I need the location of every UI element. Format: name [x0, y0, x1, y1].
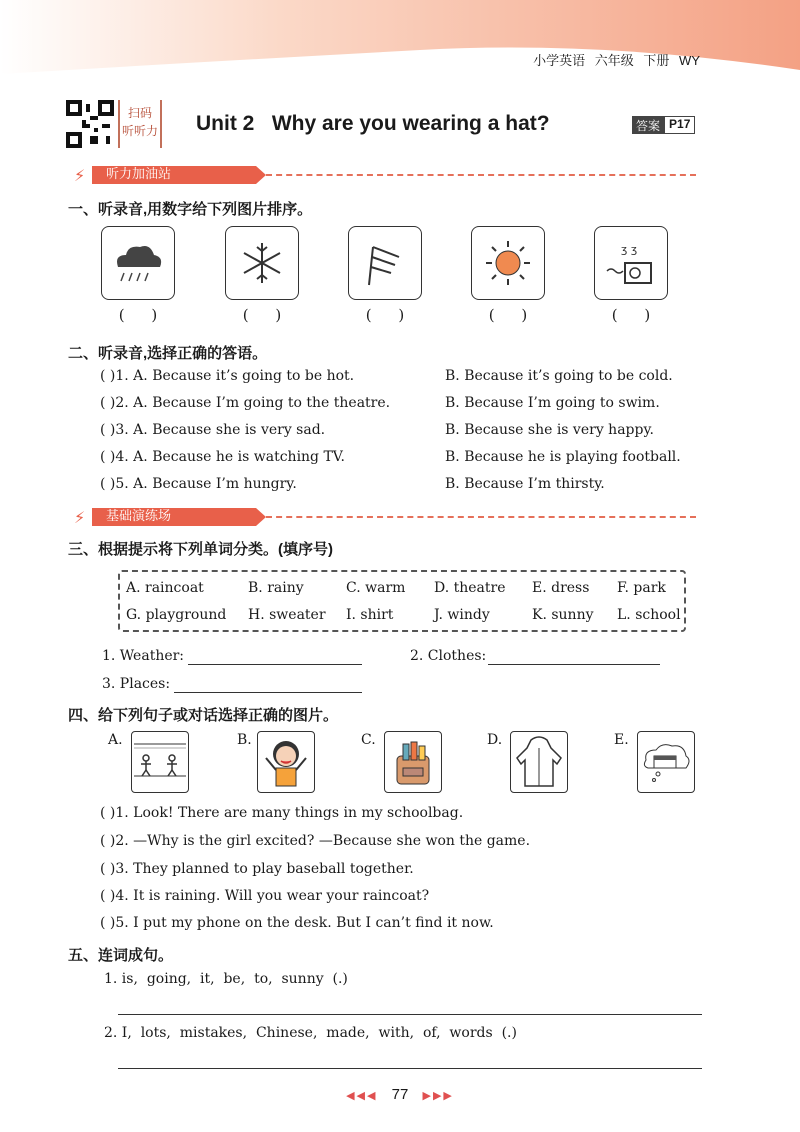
picture-4 [471, 226, 545, 300]
option-b: B. Because I’m going to swim. [445, 395, 660, 411]
answer-blank[interactable]: ( ) [365, 306, 405, 324]
picture-5 [594, 226, 668, 300]
option-label-c: C. [361, 732, 376, 748]
question-row: ( )1. Look! There are many things in my schoolbag. [100, 805, 464, 821]
girl-cheering-icon [258, 732, 314, 792]
answer-reference: 答案 P17 [632, 116, 695, 134]
alarm-clock-icon [595, 227, 667, 299]
next-arrows-icon: ▶▶▶ [422, 1090, 454, 1102]
page-number: 77 [391, 1086, 409, 1103]
svg-text:⚡: ⚡ [74, 166, 86, 185]
snowflake-icon [226, 227, 298, 299]
option-picture-a [131, 731, 189, 793]
desk-phone-icon [638, 732, 694, 792]
svg-text:⚡: ⚡ [74, 508, 86, 527]
question-row: ( )3. They planned to play baseball together. [100, 861, 414, 877]
option-label-d: D. [487, 732, 503, 748]
fill-label-places: 3. Places: [102, 676, 171, 692]
question-row: ( )4. A. Because he is watching TV. [100, 449, 345, 465]
section2-heading: 二、听录音,选择正确的答语。 [68, 345, 268, 362]
option-b: B. Because he is playing football. [445, 449, 681, 465]
cloud-rain-icon [102, 227, 174, 299]
question-row: ( )2. A. Because I’m going to the theatre. [100, 395, 391, 411]
answer-blank[interactable]: ( ) [118, 306, 158, 324]
option-picture-d [510, 731, 568, 793]
section4-heading: 四、给下列句子或对话选择正确的图片。 [68, 707, 339, 724]
section-band-listening: ⚡ 听力加油站 [66, 164, 706, 186]
section5-heading: 五、连词成句。 [68, 947, 174, 964]
question-row: ( )2. —Why is the girl excited? —Because she won the game. [100, 833, 531, 849]
page-title: Unit 2 Why are you wearing a hat? [196, 112, 550, 135]
places-answer-line[interactable] [174, 692, 362, 693]
question-row: ( )3. A. Because she is very sad. [100, 422, 326, 438]
answer-blank[interactable]: ( ) [611, 306, 651, 324]
option-picture-c [384, 731, 442, 793]
raincoat-icon [511, 732, 567, 792]
option-label-b: B. [237, 732, 252, 748]
schoolbag-icon [385, 732, 441, 792]
option-label-e: E. [614, 732, 629, 748]
option-b: B. Because I’m thirsty. [445, 476, 605, 492]
word-order-item: 1. is, going, it, be, to, sunny (.) [104, 971, 348, 987]
picture-3 [348, 226, 422, 300]
word-order-item: 2. I, lots, mistakes, Chinese, made, with, of, words (.) [104, 1025, 517, 1041]
weather-answer-line[interactable] [188, 664, 362, 665]
word-bank: A. raincoat B. rainy C. warm D. theatre E. dress F. park G. playground H. sweater I. shirt J. windy K. sunny L. school [118, 570, 686, 632]
question-row: ( )1. A. Because it’s going to be hot. [100, 368, 355, 384]
fill-label-weather: 1. Weather: [102, 648, 185, 664]
fill-label-clothes: 2. Clothes: [410, 648, 487, 664]
wind-flag-icon [349, 227, 421, 299]
question-row: ( )5. A. Because I’m hungry. [100, 476, 297, 492]
section1-heading: 一、听录音,用数字给下列图片排序。 [68, 201, 313, 218]
answer-blank[interactable]: ( ) [488, 306, 528, 324]
playground-icon [132, 732, 188, 792]
scan-listen-label: 扫码 听听力 [118, 100, 162, 148]
picture-1 [101, 226, 175, 300]
section-band-practice: ⚡ 基础演练场 [66, 506, 706, 528]
picture-2 [225, 226, 299, 300]
option-picture-b [257, 731, 315, 793]
prev-arrows-icon: ◀◀◀ [346, 1090, 378, 1102]
section3-heading: 三、根据提示将下列单词分类。(填序号) [68, 541, 333, 558]
question-row: ( )5. I put my phone on the desk. But I can’t find it now. [100, 915, 494, 931]
question-row: ( )4. It is raining. Will you wear your raincoat? [100, 888, 430, 904]
sentence-answer-line[interactable] [118, 1014, 702, 1015]
option-picture-e [637, 731, 695, 793]
sentence-answer-line[interactable] [118, 1068, 702, 1069]
option-b: B. Because she is very happy. [445, 422, 654, 438]
clothes-answer-line[interactable] [488, 664, 660, 665]
header-info: 小学英语 六年级 下册 WY [533, 53, 700, 68]
svg-text:ʒ ʒ: ʒ ʒ [621, 243, 638, 256]
page-number-bar [0, 1086, 800, 1103]
sun-icon [472, 227, 544, 299]
option-label-a: A. [108, 732, 123, 748]
answer-blank[interactable]: ( ) [242, 306, 282, 324]
qr-code-icon[interactable] [66, 100, 114, 148]
option-b: B. Because it’s going to be cold. [445, 368, 673, 384]
